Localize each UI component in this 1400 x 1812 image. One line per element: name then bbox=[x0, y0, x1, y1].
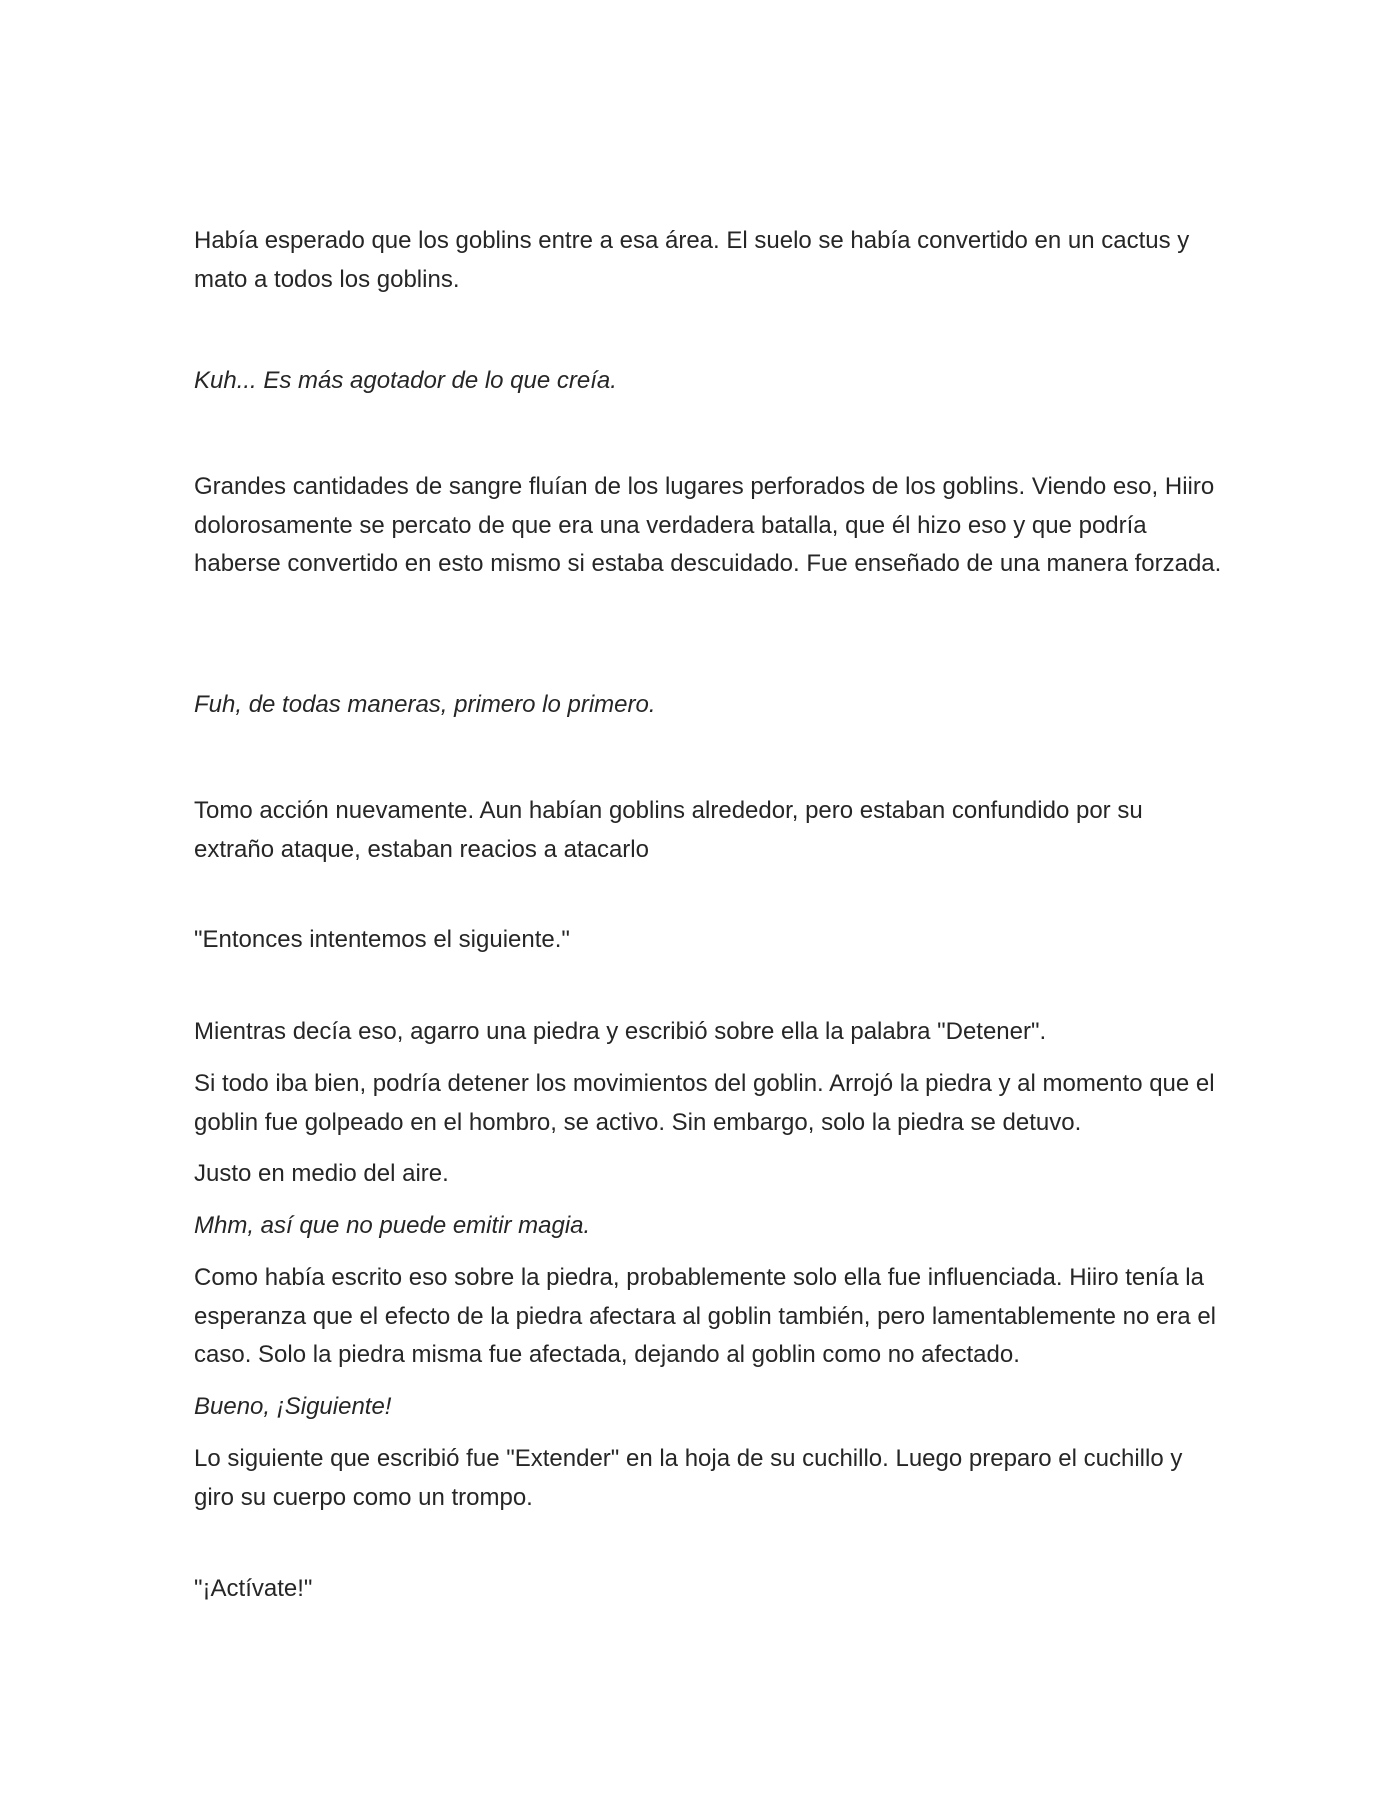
paragraph-13: Lo siguiente que escribió fue "Extender" en la hoja de su cuchillo. Luego preparo el cuchillo y giro su cuerpo como un trompo. bbox=[194, 1445, 1183, 1511]
paragraph-6: "Entonces intentemos el siguiente." bbox=[194, 926, 570, 953]
paragraph-11: Como había escrito eso sobre la piedra, probablemente solo ella fue influenciada. Hiiro tenía la esperanza que el efecto de la piedra afectara al goblin también, pero lamentablemente no era el caso. Solo la piedra misma fue afectada, dejando al goblin como no afectado. bbox=[194, 1264, 1217, 1368]
paragraph-4: Fuh, de todas maneras, primero lo primero. bbox=[194, 691, 656, 718]
paragraph-2: Kuh... Es más agotador de lo que creía. bbox=[194, 367, 617, 394]
paragraph-12: Bueno, ¡Siguiente! bbox=[194, 1393, 392, 1420]
paragraph-8: Si todo iba bien, podría detener los movimientos del goblin. Arrojó la piedra y al momento que el goblin fue golpeado en el hombro, se activo. Sin embargo, solo la piedra se detuvo. bbox=[194, 1070, 1215, 1136]
paragraph-9: Justo en medio del aire. bbox=[194, 1160, 449, 1187]
paragraph-5: Tomo acción nuevamente. Aun habían goblins alrededor, pero estaban confundido por su extraño ataque, estaban reacios a atacarlo bbox=[194, 797, 1143, 863]
paragraph-14: "¡Actívate!" bbox=[194, 1575, 313, 1602]
paragraph-1: Había esperado que los goblins entre a esa área. El suelo se había convertido en un cactus y mato a todos los goblins. bbox=[194, 227, 1190, 293]
paragraph-10: Mhm, así que no puede emitir magia. bbox=[194, 1212, 591, 1239]
paragraph-7: Mientras decía eso, agarro una piedra y escribió sobre ella la palabra "Detener". bbox=[194, 1018, 1047, 1045]
paragraph-3: Grandes cantidades de sangre fluían de los lugares perforados de los goblins. Viendo eso, Hiiro dolorosamente se percato de que era una verdadera batalla, que él hizo eso y que podría haberse convertido en esto mismo si estaba descuidado. Fue enseñado de una manera forzada. bbox=[194, 473, 1222, 577]
